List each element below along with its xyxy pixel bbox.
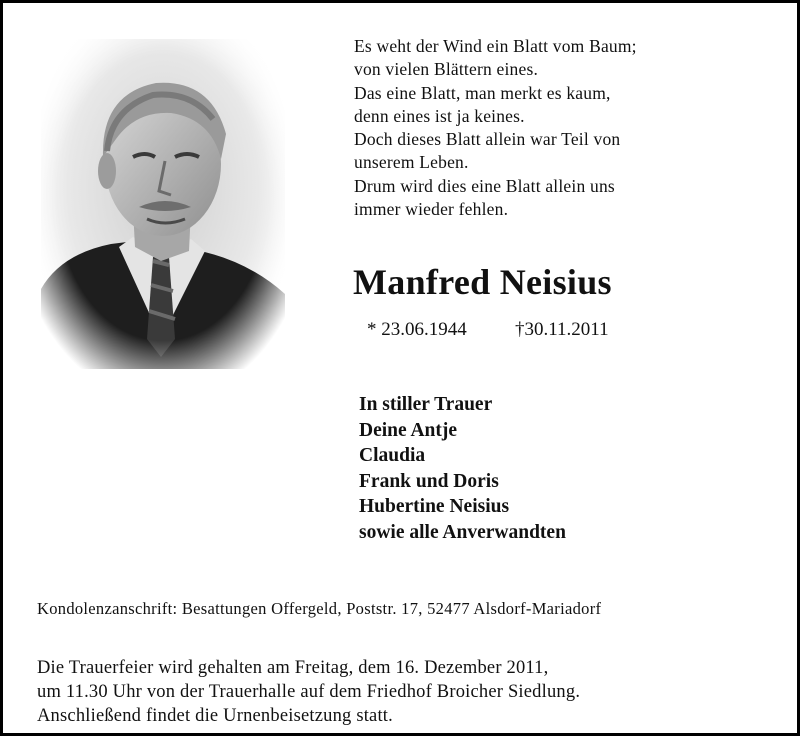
poem-line: denn eines ist ja keines.	[354, 105, 525, 126]
portrait-illustration	[41, 39, 285, 369]
poem-line: unserem Leben.	[354, 152, 469, 173]
mourner-line: Frank und Doris	[359, 470, 499, 492]
ceremony-line: um 11.30 Uhr von der Trauerhalle auf dem Friedhof Broicher Siedlung.	[37, 682, 581, 702]
poem-line: Das eine Blatt, man merkt es kaum,	[354, 82, 611, 103]
mourner-line: Deine Antje	[359, 419, 458, 441]
mourner-line: Claudia	[359, 445, 426, 466]
death-date: †30.11.2011	[515, 319, 609, 340]
ceremony-line: Anschließend findet die Urnenbeisetzung statt.	[37, 706, 393, 726]
birth-date: * 23.06.1944	[367, 319, 467, 340]
mourners-list	[359, 392, 566, 545]
poem-line: immer wieder fehlen.	[354, 199, 509, 220]
mourner-line: Hubertine Neisius	[359, 496, 510, 517]
ceremony-line: Die Trauerfeier wird gehalten am Freitag, dem 16. Dezember 2011,	[37, 658, 549, 678]
condolence-address: Kondolenzanschrift: Besattungen Offergeld, Poststr. 17, 52477 Alsdorf-Mariadorf	[37, 599, 602, 618]
poem-line: von vielen Blättern eines.	[354, 59, 539, 80]
mourner-line: sowie alle Anverwandten	[359, 521, 566, 543]
poem-line: Doch dieses Blatt allein war Teil von	[354, 129, 621, 150]
deceased-name: Manfred Neisius	[353, 262, 612, 302]
poem-line: Drum wird dies eine Blatt allein uns	[354, 175, 615, 196]
poem	[354, 35, 774, 221]
poem-line: Es weht der Wind ein Blatt vom Baum;	[354, 36, 637, 56]
portrait-photo	[41, 39, 285, 369]
ceremony-info	[37, 656, 580, 728]
mourner-line: In stiller Trauer	[359, 394, 493, 415]
